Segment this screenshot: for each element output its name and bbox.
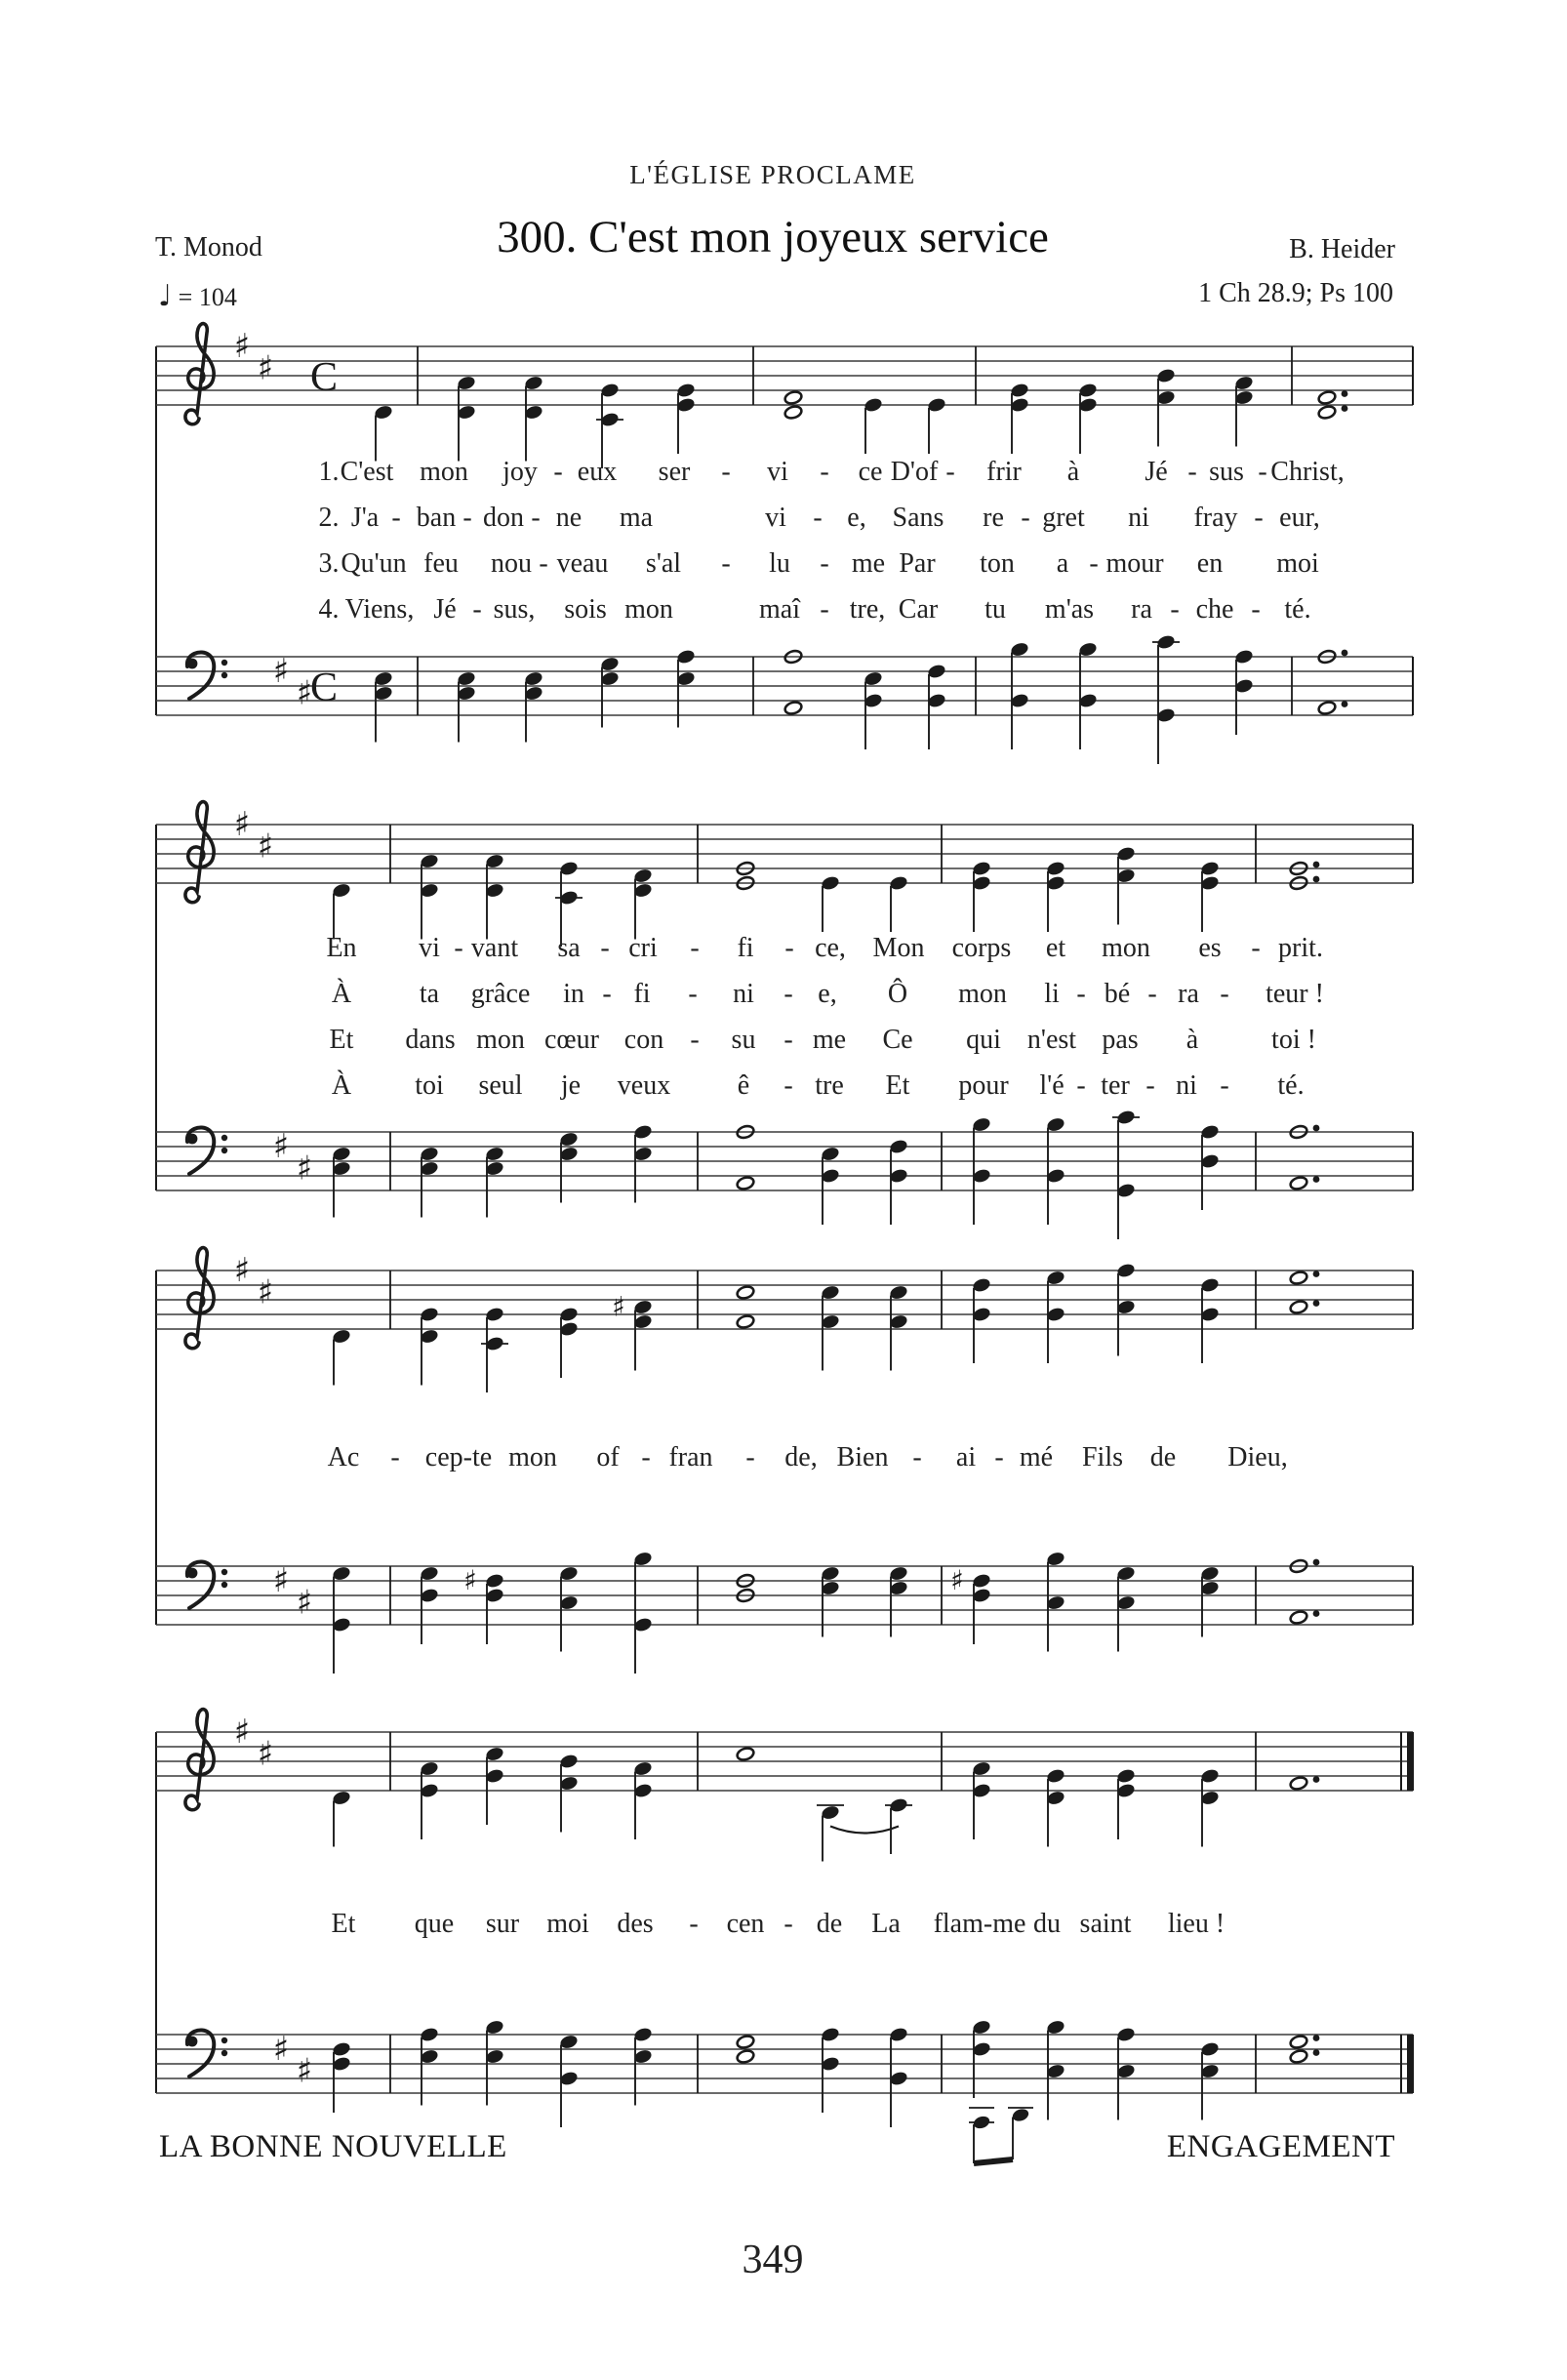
lyric-syllable: Jé: [1145, 457, 1168, 487]
lyric-syllable: joy: [502, 457, 538, 487]
lyric-hyphen: -: [1170, 594, 1180, 625]
lyric-hyphen: -: [994, 1442, 1004, 1472]
lyric-syllable: toi !: [1271, 1025, 1316, 1055]
lyric-hyphen: -: [1254, 503, 1264, 533]
lyric-syllable: corps: [951, 933, 1012, 963]
lyric-hyphen: -: [600, 933, 610, 963]
accidental-sharp-icon: ♯: [612, 1290, 625, 1323]
lyric-hyphen: -: [641, 1442, 651, 1472]
lyric-syllable: pas: [1102, 1025, 1139, 1055]
lyric-syllable: seul: [478, 1070, 523, 1101]
half-note-head: [784, 390, 803, 406]
lyric-syllable: me: [851, 548, 886, 579]
lyric-syllable: Dieu,: [1227, 1442, 1288, 1472]
lyric-syllable: de,: [784, 1442, 818, 1472]
lyric-syllable: té.: [1284, 594, 1311, 625]
quarter-note-icon: ♩: [158, 279, 173, 313]
key-sharp-icon: ♯: [257, 348, 274, 388]
lyric-syllable: sa: [557, 933, 581, 963]
lyric-hyphen: -: [1145, 1070, 1155, 1101]
lyric-syllable: mon: [958, 979, 1007, 1009]
lyric-syllable: sur: [485, 1909, 520, 1939]
lyric-syllable: Par: [899, 548, 936, 579]
key-sharp-icon: ♯: [272, 1127, 290, 1166]
lyric-syllable: bé: [1104, 979, 1131, 1009]
lyric-syllable: ni: [1176, 1070, 1197, 1101]
lyric-syllable: ai: [955, 1442, 977, 1472]
lyric-hyphen: -: [813, 503, 823, 533]
half-note-head: [1289, 2035, 1308, 2050]
accidental-sharp-icon: ♯: [950, 1564, 964, 1596]
lyric-hyphen: -: [553, 457, 563, 487]
key-sharp-icon: ♯: [272, 652, 290, 691]
final-barline-thick: [1407, 1732, 1414, 1791]
bass-clef-dot: [221, 2050, 227, 2056]
lyric-hyphen: -: [820, 457, 829, 487]
lyric-syllable: cœur: [544, 1025, 599, 1055]
key-sharp-icon: ♯: [233, 1713, 251, 1752]
lyric-syllable: vi: [767, 457, 788, 487]
lyric-syllable: à: [1066, 457, 1080, 487]
lyric-syllable: 2.: [318, 503, 340, 533]
lyric-syllable: in: [563, 979, 584, 1009]
lyric-hyphen: -: [1147, 979, 1157, 1009]
lyric-syllable: eux: [577, 457, 618, 487]
treble-clef-icon: [185, 802, 214, 903]
half-note-head: [736, 2049, 755, 2065]
lyric-syllable: 3.: [318, 548, 340, 579]
half-note-head: [736, 2035, 755, 2050]
lyric-syllable: moi: [546, 1909, 589, 1939]
lyric-syllable: cri: [628, 933, 658, 963]
augmentation-dot: [1313, 1271, 1320, 1277]
half-note-head: [1317, 390, 1337, 406]
half-note-head: [784, 701, 803, 716]
key-sharp-icon: ♯: [296, 673, 313, 713]
lyric-syllable: C'est: [340, 457, 394, 487]
lyric-syllable: li: [1044, 979, 1060, 1009]
lyric-syllable: ne: [555, 503, 583, 533]
lyric-syllable: Ô: [887, 979, 908, 1009]
lyric-syllable: que: [414, 1909, 455, 1939]
augmentation-dot: [1313, 1610, 1320, 1617]
key-sharp-icon: ♯: [233, 327, 251, 366]
lyric-syllable: fray: [1193, 503, 1238, 533]
lyric-syllable: frir: [986, 457, 1022, 487]
augmentation-dot: [1313, 1300, 1320, 1307]
lyric-hyphen: -: [945, 457, 955, 487]
lyric-syllable: ra: [1131, 594, 1152, 625]
key-sharp-icon: ♯: [296, 1149, 313, 1189]
key-sharp-icon: ♯: [272, 1561, 290, 1600]
half-note-head: [1317, 405, 1337, 421]
lyric-syllable: Mon: [872, 933, 925, 963]
lyric-syllable: À: [331, 979, 352, 1009]
lyric-hyphen: -: [602, 979, 612, 1009]
lyric-syllable: Qu'un: [341, 548, 407, 579]
lyric-hyphen: -: [690, 933, 700, 963]
lyric-syllable: je: [560, 1070, 582, 1101]
key-sharp-icon: ♯: [296, 1583, 313, 1623]
lyric-syllable: 1.: [318, 457, 340, 487]
lyric-syllable: Jé: [433, 594, 457, 625]
lyric-syllable: ter: [1101, 1070, 1130, 1101]
composer-right: B. Heider: [1289, 234, 1395, 264]
lyric-syllable: La: [871, 1909, 901, 1939]
lyric-hyphen: -: [390, 1442, 400, 1472]
lyric-syllable: Ac: [327, 1442, 360, 1472]
lyric-syllable: ni: [1128, 503, 1149, 533]
lyric-syllable: toi: [415, 1070, 444, 1101]
augmentation-dot: [1313, 1125, 1320, 1132]
lyric-hyphen: -: [820, 594, 829, 625]
lyric-syllable: moi: [1276, 548, 1319, 579]
bass-clef-dot: [221, 1148, 227, 1153]
lyric-syllable: m'as: [1044, 594, 1095, 625]
lyric-syllable: Ce: [882, 1025, 913, 1055]
lyric-syllable: mon: [624, 594, 673, 625]
lyric-syllable: saint: [1079, 1909, 1132, 1939]
lyric-syllable: Bien: [836, 1442, 889, 1472]
section-category: L'ÉGLISE PROCLAME: [629, 160, 916, 189]
lyric-hyphen: -: [1220, 1070, 1229, 1101]
lyric-syllable: Christ,: [1270, 457, 1345, 487]
lyric-syllable: à: [1185, 1025, 1199, 1055]
bass-clef-dot: [221, 660, 227, 666]
augmentation-dot: [1342, 405, 1348, 412]
half-note-head: [1289, 1176, 1308, 1191]
final-barline-thick: [1407, 2035, 1414, 2093]
augmentation-dot: [1313, 1776, 1320, 1783]
lyric-syllable: Et: [885, 1070, 910, 1101]
half-note-head: [1289, 1300, 1308, 1315]
lyric-syllable: Sans: [892, 503, 944, 533]
lyric-syllable: re: [983, 503, 1004, 533]
lyric-syllable: es: [1198, 933, 1222, 963]
lyric-hyphen: -: [1220, 979, 1229, 1009]
bass-clef-dot: [221, 1569, 227, 1575]
lyric-syllable: dans: [405, 1025, 456, 1055]
lyric-hyphen: -: [912, 1442, 922, 1472]
time-signature: C: [309, 666, 339, 710]
lyric-syllable: grâce: [470, 979, 531, 1009]
lyric-syllable: don: [483, 503, 524, 533]
bass-clef-dot: [221, 1135, 227, 1141]
lyric-syllable: sus,: [493, 594, 536, 625]
lyric-syllable: vant: [470, 933, 519, 963]
lyric-syllable: maî: [759, 594, 800, 625]
lyric-syllable: e,: [847, 503, 866, 533]
tie-slur: [830, 1827, 899, 1834]
lyric-syllable: l'é: [1039, 1070, 1065, 1101]
lyric-syllable: ni: [733, 979, 754, 1009]
half-note-head: [736, 1285, 755, 1301]
lyric-syllable: ma: [619, 503, 654, 533]
lyric-syllable: feu: [423, 548, 459, 579]
augmentation-dot: [1313, 862, 1320, 868]
lyric-hyphen: -: [689, 1909, 699, 1939]
accidental-sharp-icon: ♯: [463, 1564, 477, 1596]
key-sharp-icon: ♯: [257, 1272, 274, 1312]
lyric-hyphen: -: [1187, 457, 1197, 487]
half-note-head: [1317, 701, 1337, 716]
lyric-syllable: mon: [420, 457, 468, 487]
lyric-syllable: té.: [1277, 1070, 1305, 1101]
bass-clef-dot: [221, 672, 227, 678]
bass-clef-dot: [221, 1582, 227, 1588]
lyric-syllable: tu: [984, 594, 1006, 625]
lyric-syllable: nou: [491, 548, 532, 579]
lyric-syllable: tre: [815, 1070, 844, 1101]
lyric-syllable: su: [731, 1025, 756, 1055]
lyric-hyphen: -: [721, 548, 731, 579]
time-signature: C: [309, 355, 339, 400]
half-note-head: [1289, 1271, 1308, 1286]
lyric-syllable: lieu !: [1167, 1909, 1225, 1939]
lyric-syllable: En: [326, 933, 357, 963]
half-note-head: [1289, 1776, 1308, 1792]
lyric-hyphen: -: [454, 933, 463, 963]
eighth-beam: [974, 2159, 1013, 2163]
lyric-syllable: vi: [765, 503, 786, 533]
key-sharp-icon: ♯: [272, 2030, 290, 2069]
half-note-head: [784, 405, 803, 421]
augmentation-dot: [1313, 2035, 1320, 2041]
lyric-syllable: cen: [726, 1909, 765, 1939]
lyric-syllable: gret: [1042, 503, 1085, 533]
treble-clef-icon: [185, 324, 214, 424]
lyric-syllable: che: [1195, 594, 1234, 625]
lyric-syllable: ce,: [815, 933, 846, 963]
lyric-syllable: 4.: [318, 594, 340, 625]
half-note-head: [736, 1314, 755, 1330]
augmentation-dot: [1313, 1559, 1320, 1566]
half-note-head: [1289, 1610, 1308, 1626]
key-sharp-icon: ♯: [257, 827, 274, 867]
tempo-value: = 104: [178, 283, 237, 311]
footer-section-right: ENGAGEMENT: [1166, 2129, 1395, 2164]
lyric-hyphen: -: [784, 1025, 793, 1055]
lyric-hyphen: -: [539, 548, 548, 579]
lyric-syllable: et: [1045, 933, 1066, 963]
lyric-hyphen: -: [462, 503, 472, 533]
note-head: [972, 2115, 991, 2131]
lyric-syllable: pour: [958, 1070, 1009, 1101]
lyric-syllable: teur !: [1266, 979, 1324, 1009]
key-sharp-icon: ♯: [233, 1251, 251, 1290]
lyric-syllable: me: [812, 1025, 847, 1055]
lyric-syllable: des: [617, 1909, 654, 1939]
key-sharp-icon: ♯: [233, 805, 251, 844]
footer-section-left: LA BONNE NOUVELLE: [159, 2129, 507, 2164]
lyric-syllable: fi: [633, 979, 651, 1009]
lyric-hyphen: -: [721, 457, 731, 487]
lyric-hyphen: -: [391, 503, 401, 533]
lyric-hyphen: -: [784, 1909, 793, 1939]
lyric-syllable: veux: [617, 1070, 671, 1101]
lyric-syllable: Car: [898, 594, 939, 625]
lyric-syllable: cep-te: [424, 1442, 493, 1472]
lyric-syllable: fi: [737, 933, 754, 963]
note-head: [1011, 2107, 1030, 2123]
augmentation-dot: [1342, 701, 1348, 707]
lyric-syllable: a: [1056, 548, 1069, 579]
lyric-syllable: ê: [737, 1070, 750, 1101]
lyric-syllable: de: [816, 1909, 843, 1939]
key-sharp-icon: ♯: [257, 1734, 274, 1774]
lyric-syllable: mon: [476, 1025, 525, 1055]
lyric-hyphen: -: [784, 979, 793, 1009]
half-note-head: [736, 1176, 755, 1191]
lyric-hyphen: -: [1076, 1070, 1086, 1101]
lyric-syllable: qui: [966, 1025, 1001, 1055]
lyric-hyphen: -: [784, 933, 794, 963]
lyric-syllable: flam-me: [933, 1909, 1026, 1939]
lyric-hyphen: -: [1076, 979, 1086, 1009]
lyric-hyphen: -: [1021, 503, 1030, 533]
lyric-hyphen: -: [690, 1025, 700, 1055]
bass-clef-dot: [221, 2037, 227, 2043]
lyric-hyphen: -: [531, 503, 541, 533]
lyric-syllable: sus: [1209, 457, 1244, 487]
lyric-syllable: veau: [556, 548, 609, 579]
lyric-hyphen: -: [472, 594, 482, 625]
lyric-syllable: ban: [416, 503, 457, 533]
lyric-syllable: en: [1196, 548, 1224, 579]
scripture-reference: 1 Ch 28.9; Ps 100: [1198, 278, 1393, 308]
lyric-syllable: con: [623, 1025, 664, 1055]
composer-left: T. Monod: [155, 232, 262, 262]
augmentation-dot: [1342, 650, 1348, 657]
lyric-syllable: ce: [858, 457, 883, 487]
lyric-syllable: mour: [1105, 548, 1164, 579]
lyric-syllable: lu: [769, 548, 790, 579]
augmentation-dot: [1313, 2049, 1320, 2056]
lyric-hyphen: -: [784, 1070, 793, 1101]
hymn-title: 300. C'est mon joyeux service: [497, 212, 1049, 262]
lyric-syllable: n'est: [1026, 1025, 1077, 1055]
lyric-syllable: s'al: [645, 548, 682, 579]
lyric-syllable: Et: [329, 1025, 354, 1055]
lyric-syllable: Viens,: [344, 594, 415, 625]
augmentation-dot: [1313, 1176, 1320, 1183]
lyric-syllable: J'a: [350, 503, 380, 533]
lyric-syllable: À: [331, 1070, 352, 1101]
treble-clef-icon: [185, 1710, 214, 1810]
lyric-syllable: prit.: [1278, 933, 1323, 963]
lyric-syllable: tre,: [849, 594, 886, 625]
augmentation-dot: [1342, 390, 1348, 397]
lyric-syllable: ra: [1178, 979, 1199, 1009]
lyric-syllable: eur,: [1279, 503, 1320, 533]
lyric-hyphen: -: [820, 548, 829, 579]
lyric-syllable: Fils: [1081, 1442, 1124, 1472]
lyric-hyphen: -: [1258, 457, 1267, 487]
lyric-syllable: D'of: [890, 457, 939, 487]
lyric-syllable: du: [1033, 1909, 1061, 1939]
lyric-syllable: de: [1149, 1442, 1177, 1472]
lyric-hyphen: -: [1089, 548, 1099, 579]
lyric-syllable: sois: [564, 594, 607, 625]
lyric-syllable: fran: [668, 1442, 713, 1472]
lyric-hyphen: -: [688, 979, 698, 1009]
tempo-marking: [158, 279, 237, 313]
lyric-hyphen: -: [1251, 594, 1261, 625]
lyric-syllable: Et: [331, 1909, 356, 1939]
lyric-syllable: ton: [980, 548, 1015, 579]
key-sharp-icon: ♯: [296, 2051, 313, 2091]
lyric-hyphen: -: [745, 1442, 755, 1472]
lyric-syllable: ser: [658, 457, 691, 487]
page-number: 349: [742, 2238, 804, 2282]
lyric-syllable: ta: [419, 979, 440, 1009]
lyric-syllable: e,: [818, 979, 837, 1009]
lyric-syllable: of: [596, 1442, 620, 1472]
lyric-syllable: mon: [508, 1442, 557, 1472]
lyric-syllable: mé: [1019, 1442, 1054, 1472]
treble-clef-icon: [185, 1248, 214, 1349]
half-note-head: [1289, 2049, 1308, 2065]
lyric-hyphen: -: [1251, 933, 1261, 963]
lyric-syllable: mon: [1102, 933, 1150, 963]
lyric-syllable: vi: [419, 933, 440, 963]
augmentation-dot: [1313, 876, 1320, 883]
half-note-head: [736, 1747, 755, 1762]
